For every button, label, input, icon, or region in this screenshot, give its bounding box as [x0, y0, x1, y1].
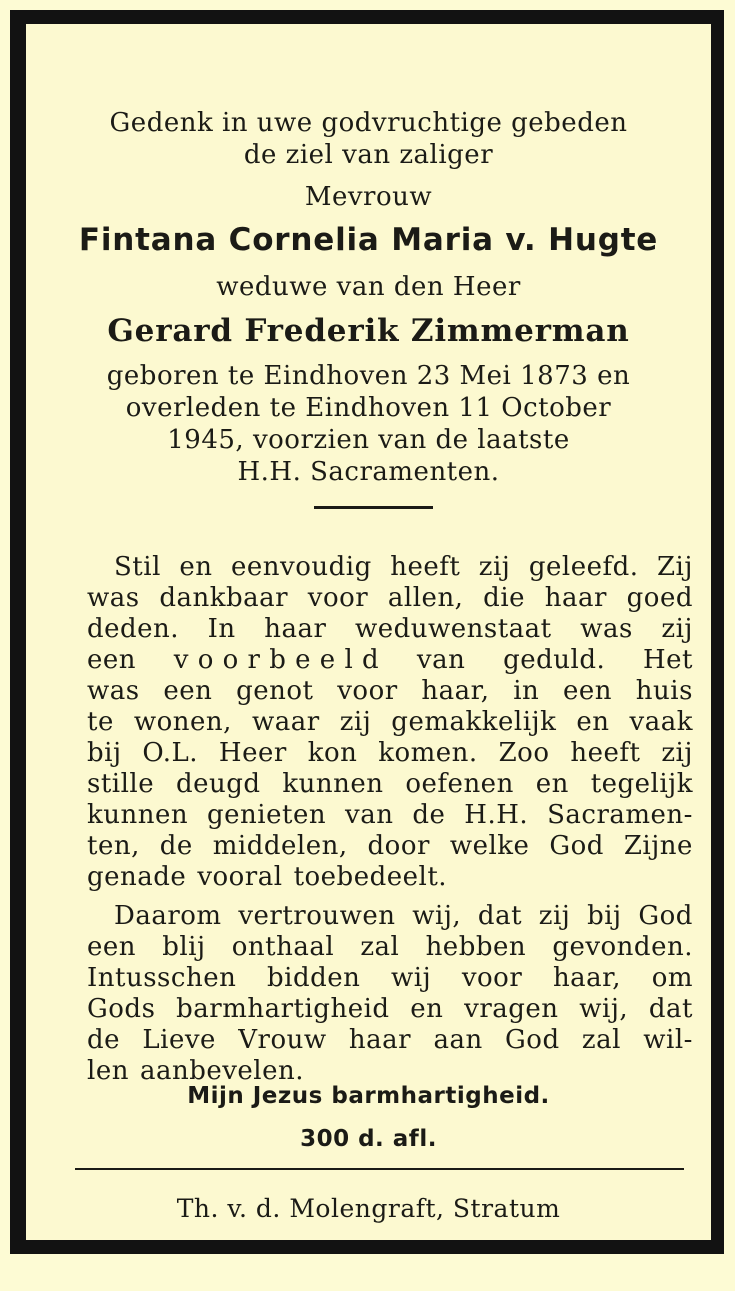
word: een — [563, 676, 613, 706]
word: haar, — [552, 963, 622, 993]
word: om — [651, 963, 693, 993]
word: van — [345, 800, 394, 830]
word: Lieve — [142, 1025, 216, 1055]
word: oefenen — [405, 769, 514, 799]
word: goed — [626, 583, 693, 613]
word: Daarom — [114, 901, 222, 931]
word: de — [87, 1025, 121, 1055]
word: aan — [433, 1025, 483, 1055]
word: wij, — [412, 901, 462, 931]
paragraph-line — [87, 963, 693, 993]
paragraph-line — [87, 800, 693, 830]
word: Zoo — [498, 738, 550, 768]
word: wij, — [579, 994, 629, 1024]
word: geleefd. — [528, 552, 639, 582]
word: wil- — [643, 1025, 693, 1055]
word: dat — [477, 901, 523, 931]
word: kon — [307, 738, 358, 768]
word: dankbaar — [159, 583, 289, 613]
word: zij — [661, 614, 693, 644]
word: aanbevelen. — [139, 1056, 305, 1086]
word: bij — [87, 738, 122, 768]
word: gevonden. — [552, 932, 693, 962]
dates-line-2: overleden te Eindhoven 11 October — [125, 393, 612, 423]
word: God — [549, 831, 604, 861]
word: allen, — [387, 583, 464, 613]
word: komen. — [378, 738, 478, 768]
word: vaak — [629, 707, 693, 737]
word: God — [638, 901, 693, 931]
title: Mevrouw — [304, 182, 433, 212]
paragraph-line — [87, 645, 693, 675]
word: O.L. — [142, 738, 199, 768]
header-line-2: de ziel van zaliger — [243, 140, 494, 170]
word: genade — [87, 862, 187, 892]
word: bidden — [267, 963, 361, 993]
word: kunnen — [282, 769, 384, 799]
word: en — [179, 552, 213, 582]
word: v o o r b e e l d — [173, 645, 380, 675]
word: Gods — [87, 994, 156, 1024]
paragraph-line — [87, 583, 693, 613]
word: een — [87, 932, 137, 962]
word: In — [207, 614, 236, 644]
word: haar — [544, 583, 607, 613]
word: en — [576, 707, 610, 737]
word: Intusschen — [87, 963, 237, 993]
word: een — [163, 676, 213, 706]
word: middelen, — [212, 831, 348, 861]
paragraph-line — [87, 614, 693, 644]
paragraph-line — [87, 862, 693, 892]
word: een — [87, 645, 137, 675]
word: genot — [236, 676, 314, 706]
word: barmhartigheid — [176, 994, 390, 1024]
paragraph-line — [87, 769, 693, 799]
word: vooral — [197, 862, 283, 892]
word: in — [513, 676, 540, 706]
word: bij — [587, 901, 622, 931]
word: waar — [251, 707, 320, 737]
word: ten, — [87, 831, 140, 861]
word: H.H. — [464, 800, 529, 830]
word: weduwenstaat — [354, 614, 552, 644]
dates-line-4: H.H. Sacramenten. — [237, 457, 500, 487]
word: door — [367, 831, 430, 861]
paragraph-line — [87, 707, 693, 737]
word: Stil — [114, 552, 161, 582]
word: haar, — [421, 676, 490, 706]
spouse-name: Gerard Frederik Zimmerman — [107, 313, 630, 349]
word: zij — [538, 901, 571, 931]
word: vertrouwen — [238, 901, 396, 931]
paragraph-line — [87, 1025, 693, 1055]
word: stille — [87, 769, 155, 799]
word: van — [416, 645, 466, 675]
paragraph-line — [114, 552, 693, 582]
word: was — [580, 614, 633, 644]
word: die — [483, 583, 526, 613]
short-divider — [314, 506, 433, 509]
word: de — [412, 800, 446, 830]
word: voor — [337, 676, 398, 706]
word: de — [159, 831, 193, 861]
word: welke — [449, 831, 530, 861]
word: zij — [661, 738, 693, 768]
prayer: Mijn Jezus barmhartigheid. — [187, 1083, 550, 1109]
word: toebedeelt. — [293, 862, 448, 892]
word: zal — [360, 932, 400, 962]
word: heeft — [390, 552, 461, 582]
word: heeft — [570, 738, 641, 768]
word: haar — [348, 1025, 412, 1055]
indulgence: 300 d. afl. — [300, 1126, 437, 1152]
word: Heer — [218, 738, 287, 768]
word: deden. — [87, 614, 180, 644]
word: wonen, — [133, 707, 232, 737]
paragraph-line — [87, 932, 693, 962]
word: genieten — [207, 800, 327, 830]
word: en — [535, 769, 569, 799]
word: onthaal — [231, 932, 335, 962]
word: voor — [307, 583, 369, 613]
relation: weduwe van den Heer — [216, 272, 521, 302]
word: te — [87, 707, 114, 737]
word: eenvoudig — [231, 552, 372, 582]
word: zij — [478, 552, 511, 582]
paragraph-line — [87, 994, 693, 1024]
word: tegelijk — [590, 769, 693, 799]
paragraph-line — [87, 831, 693, 861]
word: deugd — [175, 769, 261, 799]
memorial-card — [10, 10, 724, 1254]
word: dat — [648, 994, 693, 1024]
word: was — [87, 676, 140, 706]
paragraph-line — [87, 676, 693, 706]
word: voor — [461, 963, 523, 993]
word: Zijne — [623, 831, 693, 861]
dates-line-1: geboren te Eindhoven 23 Mei 1873 en — [106, 361, 631, 391]
word: zal — [581, 1025, 621, 1055]
word: Zij — [656, 552, 693, 582]
word: en — [410, 994, 444, 1024]
deceased-name: Fintana Cornelia Maria v. Hugte — [78, 222, 659, 258]
word: zij — [339, 707, 372, 737]
word: was — [87, 583, 140, 613]
header-line-1: Gedenk in uwe godvruchtige gebeden — [109, 108, 628, 138]
word: geduld. — [503, 645, 606, 675]
word: God — [505, 1025, 560, 1055]
paragraph-line — [114, 901, 693, 931]
word: kunnen — [87, 800, 189, 830]
word: Sacramen- — [547, 800, 693, 830]
word: hebben — [425, 932, 527, 962]
word: len — [87, 1056, 129, 1086]
paragraph-line — [87, 738, 693, 768]
word: Vrouw — [238, 1025, 327, 1055]
word: wij — [391, 963, 432, 993]
printer: Th. v. d. Molengraft, Stratum — [176, 1194, 561, 1223]
bottom-divider — [75, 1168, 684, 1170]
word: blij — [162, 932, 206, 962]
word: vragen — [464, 994, 559, 1024]
word: gemakkelijk — [391, 707, 557, 737]
word: haar — [264, 614, 327, 644]
word: huis — [635, 676, 693, 706]
word: Het — [642, 645, 693, 675]
dates-line-3: 1945, voorzien van de laatste — [167, 425, 570, 455]
